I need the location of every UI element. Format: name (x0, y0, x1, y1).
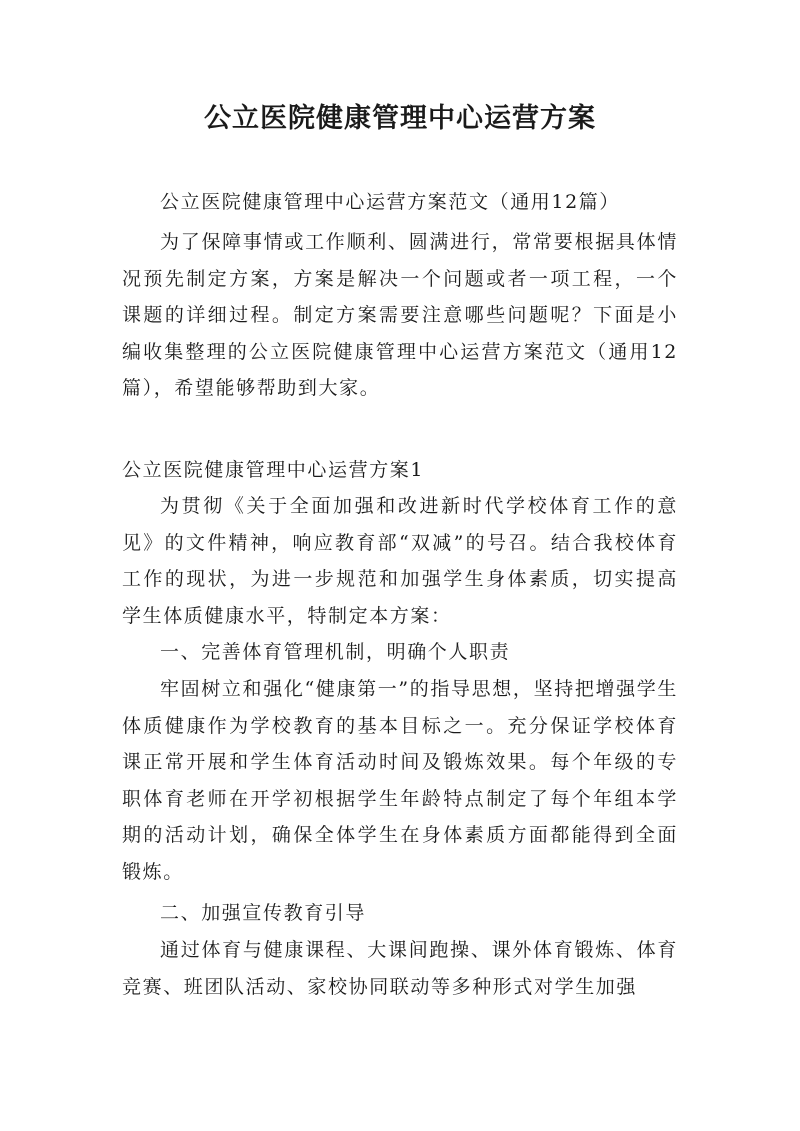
point-text-2: 通过体育与健康课程、大课间跑操、课外体育锻炼、体育竞赛、班团队活动、家校协同联动等多种形式对学生加强 (122, 939, 678, 998)
document-title: 公立医院健康管理中心运营方案 (204, 103, 596, 134)
point-heading-2: 二、加强宣传教育引导 (160, 902, 367, 924)
intro-paragraph: 为了保障事情或工作顺利、圆满进行，常常要根据具体情况预先制定方案，方案是解决一个问题或者一项工程，一个课题的详细过程。制定方案需要注意哪些问题呢？下面是小编收集整理的公立医院健康管理中心运营方案范文（通用12篇），希望能够帮助到大家。 (122, 231, 678, 399)
point-heading-1: 一、完善体育管理机制，明确个人职责 (160, 641, 511, 663)
section-paragraph: 为贯彻《关于全面加强和改进新时代学校体育工作的意见》的文件精神，响应教育部“双减”的号召。结合我校体育工作的现状，为进一步规范和加强学生身体素质，切实提高学生体质健康水平，特制定本方案： (122, 495, 678, 627)
point-text-1: 牢固树立和强化“健康第一”的指导思想，坚持把增强学生体质健康作为学校教育的基本目标之一。充分保证学校体育课正常开展和学生体育活动时间及锻炼效果。每个年级的专职体育老师在开学初根据学生年龄特点制定了每个年组本学期的活动计划，确保全体学生在身体素质方面都能得到全面锻炼。 (122, 678, 678, 883)
section-heading: 公立医院健康管理中心运营方案1 (122, 459, 425, 481)
subtitle: 公立医院健康管理中心运营方案范文（通用12篇） (160, 191, 620, 213)
